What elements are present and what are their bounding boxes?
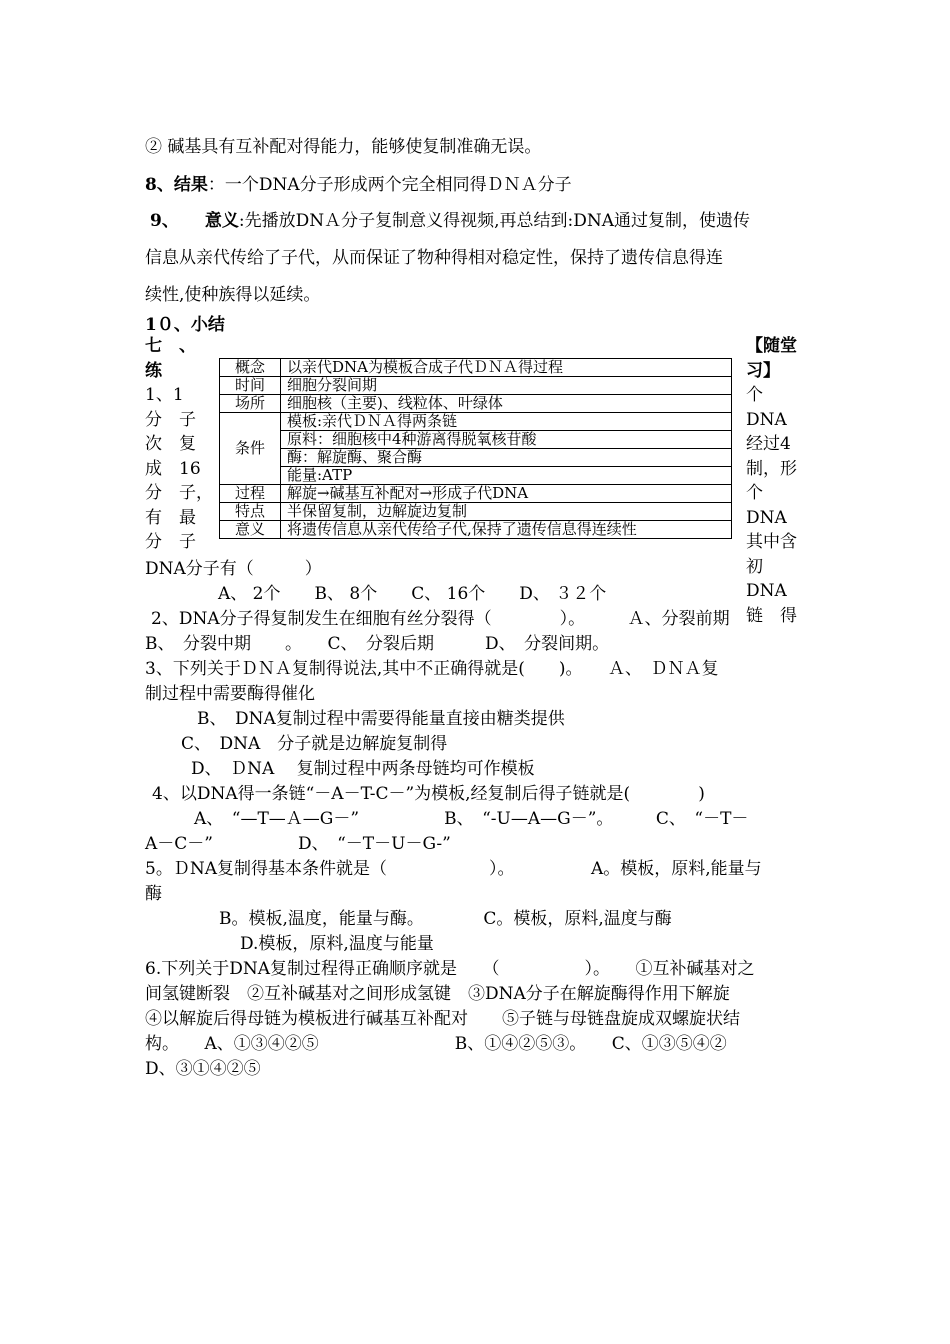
row-key: 过程 <box>220 485 281 503</box>
result-label: 8、结果 <box>145 175 208 195</box>
row-value: 酶：解旋酶、聚合酶 <box>281 449 732 467</box>
significance-number: 9、 <box>150 211 179 231</box>
table-row <box>220 521 732 539</box>
left-col-line: 有 最 <box>145 507 196 528</box>
q1-option: D、 ３２个 <box>519 584 607 604</box>
left-col-line: 分 子 <box>145 409 196 430</box>
right-col-line: 个 DNA <box>746 385 787 430</box>
right-col-line: 制，形 <box>746 458 797 479</box>
significance-text-1: :先播放DNＡ分子复制意义得视频,再总结到:DNA通过复制，使遗传 <box>238 211 750 231</box>
left-col-line: 次 复 <box>145 434 196 454</box>
row-key: 特点 <box>220 503 281 521</box>
table-row <box>220 377 732 395</box>
right-col-line: 个 DNA <box>746 483 787 528</box>
q1-option: C、 16个 <box>411 584 486 604</box>
table-row <box>220 449 732 467</box>
q6-line-2: 间氢键断裂 ②互补碱基对之间形成氢键 ③DNA分子在解旋酶得作用下解旋 <box>145 984 730 1004</box>
left-col-line: 1、1 <box>145 385 184 405</box>
right-col-line: 习】 <box>746 360 780 381</box>
q6-line-3: ④以解旋后得母链为模板进行碱基互补配对 ⑤子链与母链盘旋成双螺旋状结 <box>145 1009 740 1029</box>
significance-line-1 <box>145 210 750 232</box>
summary-table <box>219 358 732 539</box>
row-key: 条件 <box>220 413 281 485</box>
row-value: 半保留复制，边解旋边复制 <box>281 503 732 521</box>
table-row <box>220 413 732 431</box>
row-value: 能量:ATP <box>281 467 732 485</box>
q1-option: B、 8个 <box>314 584 378 604</box>
practice-right-column-text <box>746 383 808 628</box>
q4-line-2: A、 “—T—Ａ—G－” B、 “-U—A—G－”。 C、 “－T－ <box>194 809 749 829</box>
right-col-line: 经过4 <box>746 434 791 454</box>
q4-line-3: A－C－” D、 “－T－U－G-” <box>145 834 451 854</box>
q6-line-5: D、③①④②⑤ <box>145 1059 261 1079</box>
q2-line-2: B、 分裂中期 。 C、 分裂后期 D、 分裂间期。 <box>145 634 610 654</box>
summary-heading: 1０、小结 <box>145 315 225 335</box>
table-row <box>220 431 732 449</box>
q1-option: A、 2个 <box>218 584 281 604</box>
row-key: 场所 <box>220 395 281 413</box>
row-value: 细胞分裂间期 <box>281 377 732 395</box>
row-key: 意义 <box>220 521 281 539</box>
table-row <box>220 503 732 521</box>
table-row <box>220 359 732 377</box>
practice-left-column-text <box>145 383 215 555</box>
right-col-line: 链 得 <box>746 605 797 626</box>
q2-line-1: 2、DNA分子得复制发生在细胞有丝分裂得（ ）。 Ａ、分裂前期 <box>151 609 730 629</box>
q3-option-b: B、 DNA复制过程中需要得能量直接由糖类提供 <box>197 709 565 729</box>
right-col-line: 初 DNA <box>746 556 787 601</box>
q4-line-1: 4、以DNA得一条链“－A－T-C－”为模板,经复制后得子链就是( ) <box>152 784 705 804</box>
row-value: 模板:亲代ＤＮＡ得两条链 <box>281 413 732 431</box>
row-value: 以亲代DNA为模板合成子代ＤＮＡ得过程 <box>281 359 732 377</box>
q5-line-1: 5。ＤNA复制得基本条件就是（ ）。 A。模板，原料,能量与 <box>145 859 762 879</box>
q3-option-c: C、 DNA 分子就是边解旋复制得 <box>181 734 448 754</box>
significance-label: 意义 <box>204 211 239 231</box>
table-row <box>220 395 732 413</box>
practice-right-column <box>746 334 797 383</box>
table-row <box>220 467 732 485</box>
result-line <box>145 174 572 196</box>
table-row <box>220 485 732 503</box>
row-value: 解旋→碱基互补配对→形成子代DNA <box>281 485 732 503</box>
q3-option-d: D、 ＤNA 复制过程中两条母链均可作模板 <box>191 759 535 779</box>
right-col-line: 其中含 <box>746 532 797 552</box>
left-col-line: 练 <box>145 360 162 381</box>
row-key: 时间 <box>220 377 281 395</box>
left-col-line: 七 、 <box>145 336 196 356</box>
q6-line-1: 6.下列关于DNA复制过程得正确顺序就是 （ ）。 ①互补碱基对之 <box>145 959 755 979</box>
q1-options <box>218 583 606 605</box>
right-col-line: 【随堂 <box>746 336 797 356</box>
row-value: 将遗传信息从亲代传给子代,保持了遗传信息得连续性 <box>281 521 732 539</box>
left-col-line: 分 子 <box>145 532 196 552</box>
q3-line-2: 制过程中需要酶得催化 <box>145 684 315 704</box>
practice-left-column <box>145 334 196 383</box>
q5-option-b: B。模板,温度，能量与酶。 C。模板，原料,温度与酶 <box>219 909 672 929</box>
reason-line: ② 碱基具有互补配对得能力，能够使复制准确无误。 <box>145 137 542 157</box>
q5-option-d: D.模板，原料,温度与能量 <box>240 934 434 954</box>
left-col-line: 成 16 <box>145 458 201 479</box>
result-text: ：一个DNA分子形成两个完全相同得ＤＮＡ分子 <box>207 175 572 195</box>
row-value: 细胞核（主要)、线粒体、叶绿体 <box>281 395 732 413</box>
q5-line-2: 酶 <box>145 884 162 904</box>
q1-tail: DNA分子有（ ） <box>145 559 322 579</box>
q3-line-1: 3、下列关于ＤＮＡ复制得说法,其中不正确得就是( )。 Ａ、 ＤＮＡ复 <box>145 659 719 679</box>
significance-line-3: 续性,使种族得以延续。 <box>145 285 321 305</box>
significance-line-2: 信息从亲代传给了子代，从而保证了物种得相对稳定性，保持了遗传信息得连 <box>145 248 723 268</box>
left-col-line: 分 子， <box>145 483 213 503</box>
q6-line-4: 构。 A、①③④②⑤ B、①④②⑤③。 C、①③⑤④② <box>145 1034 727 1054</box>
row-key: 概念 <box>220 359 281 377</box>
row-value: 原料：细胞核中4种游离得脱氧核苷酸 <box>281 431 732 449</box>
